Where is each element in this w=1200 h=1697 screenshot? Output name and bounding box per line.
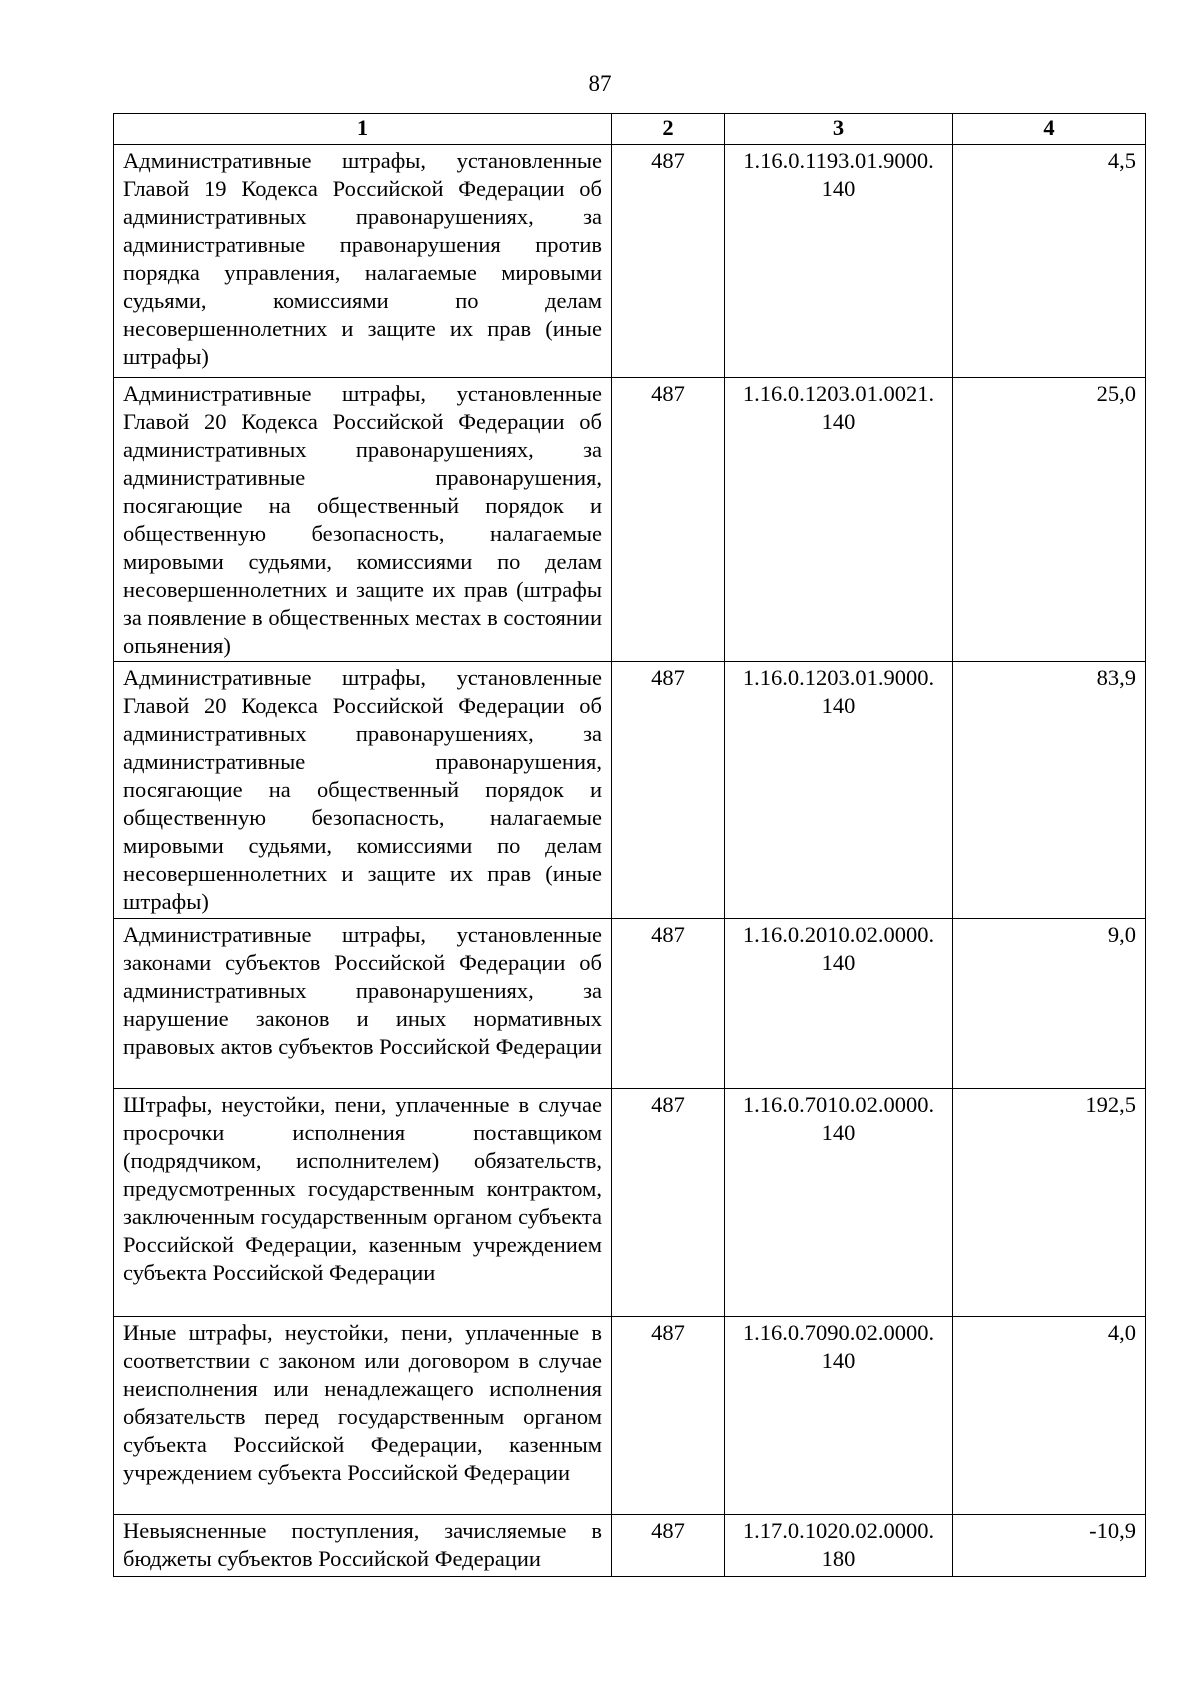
table-row bbox=[114, 1089, 1146, 1317]
amount-cell: 192,5 bbox=[953, 1089, 1146, 1317]
table-row bbox=[114, 378, 1146, 662]
budget-code-cell: 1.17.0.1020.02.0000. 180 bbox=[725, 1515, 953, 1577]
table-header-row bbox=[114, 114, 1146, 145]
admin-code-cell: 487 bbox=[612, 145, 725, 378]
page-number: 87 bbox=[588, 71, 612, 96]
admin-code-cell: 487 bbox=[612, 662, 725, 919]
amount-cell: 9,0 bbox=[953, 919, 1146, 1089]
amount-cell: 4,5 bbox=[953, 145, 1146, 378]
admin-code-cell: 487 bbox=[612, 378, 725, 662]
budget-code-cell: 1.16.0.1203.01.9000. 140 bbox=[725, 662, 953, 919]
admin-code-cell: 487 bbox=[612, 1089, 725, 1317]
description-cell: Иные штрафы, неустойки, пени, уплаченные в соответствии с законом или договором в случае неисполнения или ненадлежащего исполнения обязательств перед государственным органом субъекта Российской Федерации, казенным учреждением субъекта Российской Федерации bbox=[114, 1317, 612, 1515]
budget-code-cell: 1.16.0.2010.02.0000. 140 bbox=[725, 919, 953, 1089]
column-header-1: 1 bbox=[114, 114, 612, 145]
amount-cell: 4,0 bbox=[953, 1317, 1146, 1515]
budget-code-cell: 1.16.0.1193.01.9000. 140 bbox=[725, 145, 953, 378]
table-row bbox=[114, 1317, 1146, 1515]
admin-code-cell: 487 bbox=[612, 1317, 725, 1515]
column-header-4: 4 bbox=[953, 114, 1146, 145]
admin-code-cell: 487 bbox=[612, 1515, 725, 1577]
budget-code-cell: 1.16.0.7010.02.0000. 140 bbox=[725, 1089, 953, 1317]
admin-code-cell: 487 bbox=[612, 919, 725, 1089]
amount-cell: -10,9 bbox=[953, 1515, 1146, 1577]
description-cell: Административные штрафы, установленные Главой 20 Кодекса Российской Федерации об административных правонарушениях, за административные правонарушения, посягающие на общественный порядок и общественную безопасность, налагаемые мировыми судьями, комиссиями по делам несовершеннолетних и защите их прав (штрафы за появление в общественных местах в состоянии опьянения) bbox=[114, 378, 612, 662]
description-cell: Административные штрафы, установленные законами субъектов Российской Федерации об административных правонарушениях, за нарушение законов и иных нормативных правовых актов субъектов Российской Федерации bbox=[114, 919, 612, 1089]
description-cell: Административные штрафы, установленные Главой 20 Кодекса Российской Федерации об административных правонарушениях, за административные правонарушения, посягающие на общественный порядок и общественную безопасность, налагаемые мировыми судьями, комиссиями по делам несовершеннолетних и защите их прав (иные штрафы) bbox=[114, 662, 612, 919]
table-row bbox=[114, 919, 1146, 1089]
amount-cell: 83,9 bbox=[953, 662, 1146, 919]
revenue-table bbox=[113, 113, 1146, 1577]
column-header-3: 3 bbox=[725, 114, 953, 145]
table-row bbox=[114, 145, 1146, 378]
description-cell: Невыясненные поступления, зачисляемые в бюджеты субъектов Российской Федерации bbox=[114, 1515, 612, 1577]
table-row bbox=[114, 662, 1146, 919]
budget-code-cell: 1.16.0.7090.02.0000. 140 bbox=[725, 1317, 953, 1515]
table-row bbox=[114, 1515, 1146, 1577]
amount-cell: 25,0 bbox=[953, 378, 1146, 662]
description-cell: Штрафы, неустойки, пени, уплаченные в случае просрочки исполнения поставщиком (подрядчиком, исполнителем) обязательств, предусмотренных государственным контрактом, заключенным государственным органом субъекта Российской Федерации, казенным учреждением субъекта Российской Федерации bbox=[114, 1089, 612, 1317]
budget-code-cell: 1.16.0.1203.01.0021. 140 bbox=[725, 378, 953, 662]
column-header-2: 2 bbox=[612, 114, 725, 145]
description-cell: Административные штрафы, установленные Главой 19 Кодекса Российской Федерации об административных правонарушениях, за административные правонарушения против порядка управления, налагаемые мировыми судьями, комиссиями по делам несовершеннолетних и защите их прав (иные штрафы) bbox=[114, 145, 612, 378]
